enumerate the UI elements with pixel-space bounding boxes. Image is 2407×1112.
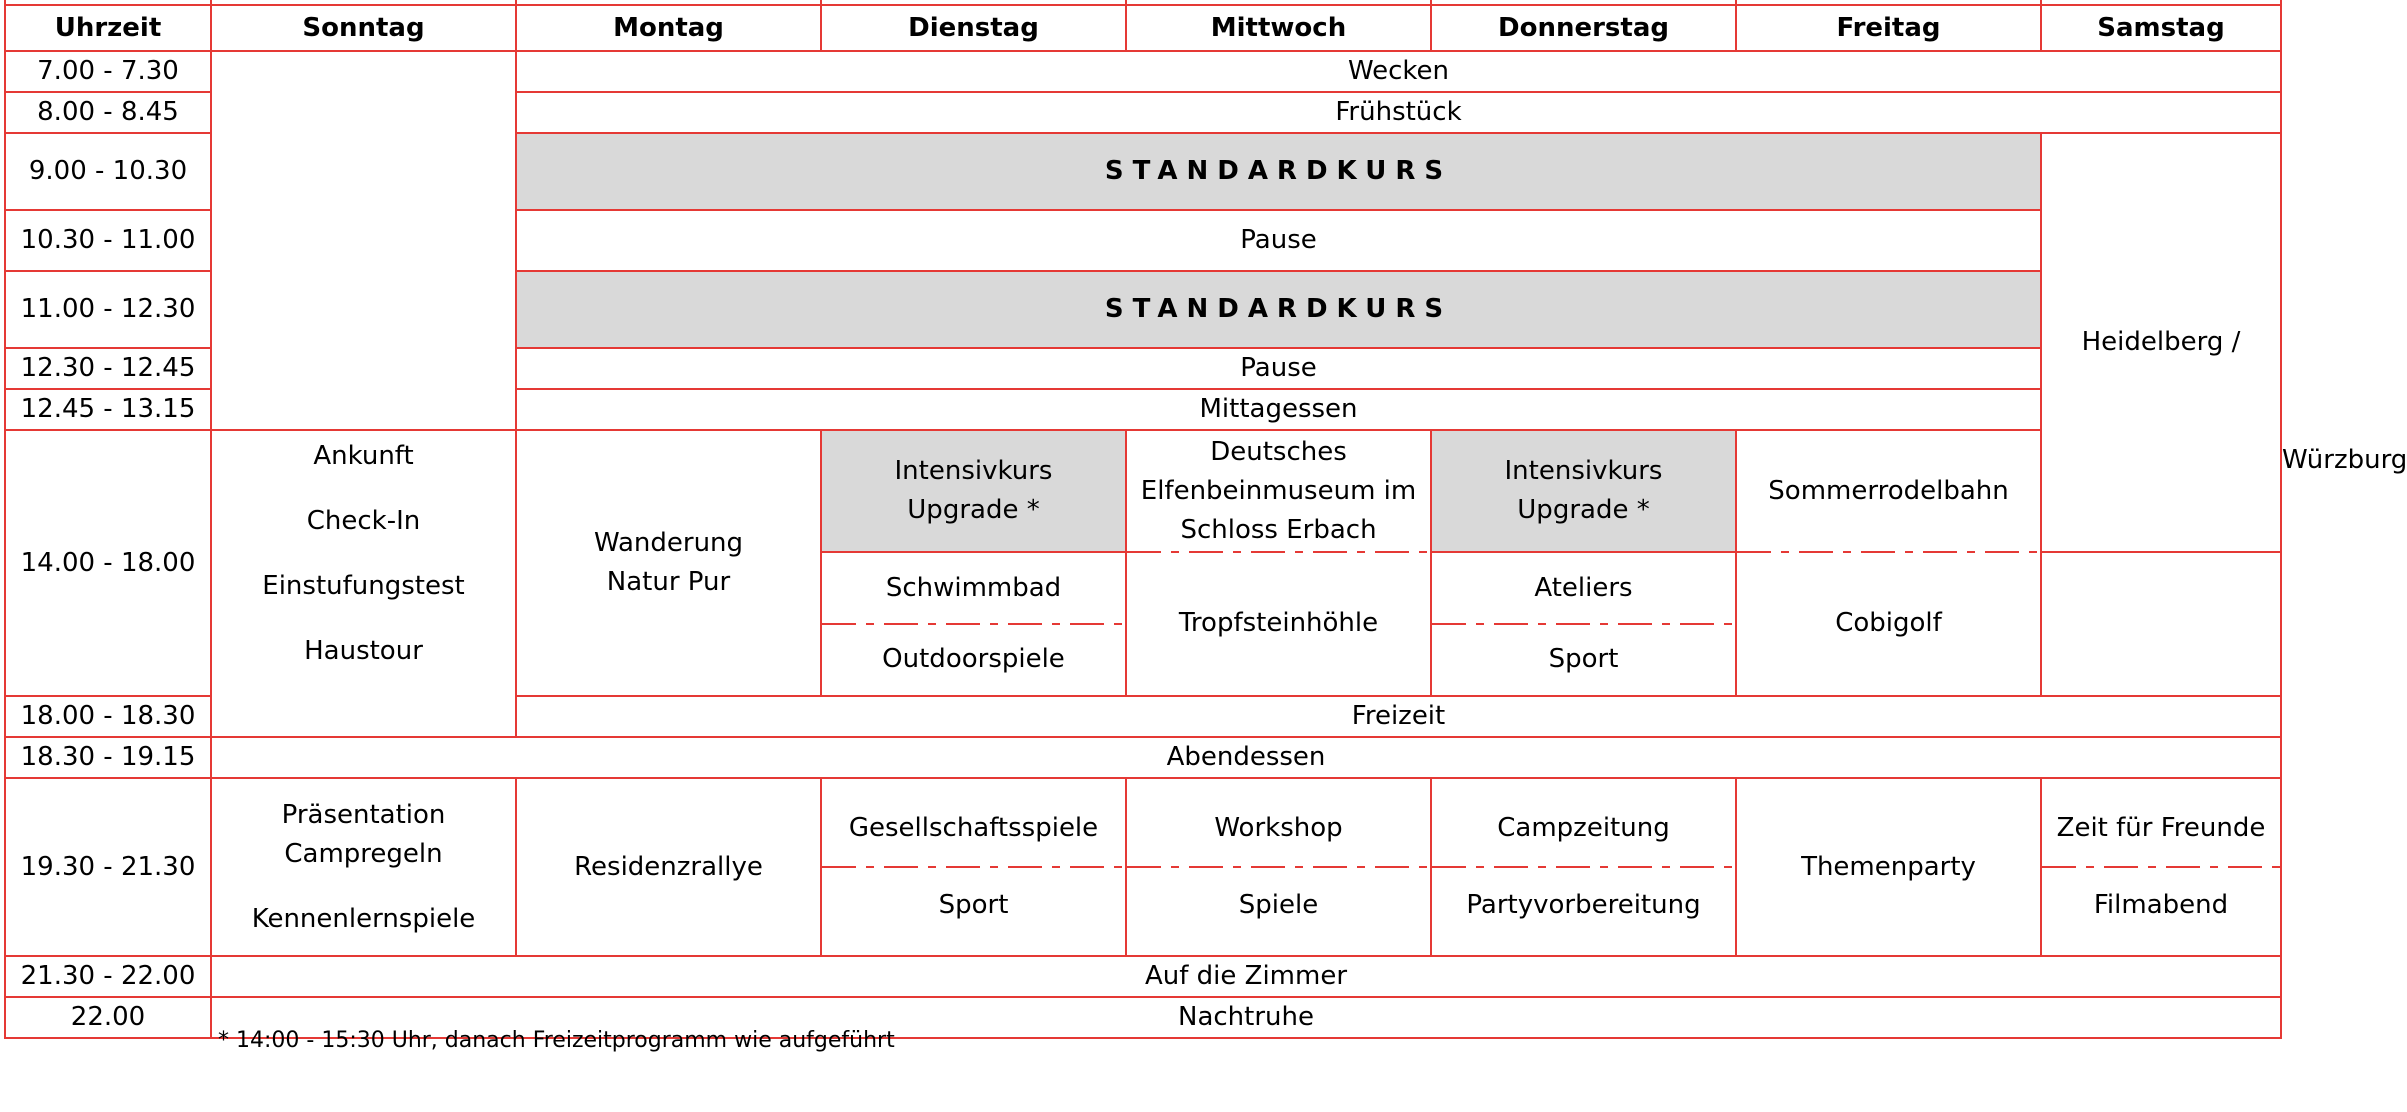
row-abend	[5, 778, 2281, 956]
pause-cell: Pause	[516, 348, 2041, 389]
museum-line2: Elfenbeinmuseum im	[1140, 476, 1417, 506]
sonntag-abend	[211, 778, 516, 956]
upgrade-text: Upgrade *	[1517, 495, 1650, 525]
freitag-cobigolf: Cobigolf	[1736, 552, 2041, 696]
freitag-sommerrodelbahn: Sommerrodelbahn	[1736, 430, 2041, 552]
fruehstueck-cell: Frühstück	[516, 92, 2281, 133]
time-cell: 12.30 - 12.45	[5, 348, 211, 389]
praesentation-text: Präsentation	[281, 799, 446, 830]
spiele-text: Spiele	[1238, 890, 1319, 921]
time-cell: 9.00 - 10.30	[5, 133, 211, 210]
dashdot-divider	[822, 866, 1125, 869]
natur-pur-text: Natur Pur	[606, 567, 731, 597]
intensivkurs-text: Intensivkurs	[894, 456, 1053, 486]
upgrade-text: Upgrade *	[907, 495, 1040, 525]
time-cell: 22.00	[5, 997, 211, 1038]
nachtruhe-cell: Nachtruhe	[211, 997, 2281, 1038]
header-samstag: Samstag	[2041, 5, 2281, 51]
abendessen-cell: Abendessen	[211, 737, 2281, 778]
header-dienstag: Dienstag	[821, 5, 1126, 51]
header-montag: Montag	[516, 5, 821, 51]
haustour-text: Haustour	[304, 636, 423, 666]
row-zimmer	[5, 956, 2281, 997]
row-abendessen	[5, 737, 2281, 778]
museum-line3: Schloss Erbach	[1180, 515, 1377, 545]
workshop-text: Workshop	[1214, 812, 1343, 843]
campzeitung-text: Campzeitung	[1497, 812, 1670, 843]
time-cell: 7.00 - 7.30	[5, 51, 211, 92]
time-cell: 10.30 - 11.00	[5, 210, 211, 271]
samstag-abend	[2041, 778, 2281, 956]
montag-residenzrallye: Residenzrallye	[516, 778, 821, 956]
time-cell: 14.00 - 18.00	[5, 430, 211, 696]
mittagessen-cell: Mittagessen	[516, 389, 2041, 430]
zeit-fuer-freunde-text: Zeit für Freunde	[2056, 812, 2266, 843]
time-cell: 11.00 - 12.30	[5, 271, 211, 348]
wecken-cell: Wecken	[516, 51, 2281, 92]
time-cell: 21.30 - 22.00	[5, 956, 211, 997]
time-cell: 18.00 - 18.30	[5, 696, 211, 737]
time-cell: 8.00 - 8.45	[5, 92, 211, 133]
standardkurs-cell: STANDARDKURS	[516, 133, 2041, 210]
dienstag-outdoorspiele: Outdoorspiele	[821, 624, 1126, 696]
donnerstag-abend	[1431, 778, 1736, 956]
pause-cell: Pause	[516, 210, 2041, 271]
intensivkurs-text: Intensivkurs	[1504, 456, 1663, 486]
mittwoch-tropfsteinhoehle: Tropfsteinhöhle	[1126, 552, 1431, 696]
header-row	[5, 5, 2281, 51]
checkin-text: Check-In	[306, 506, 421, 536]
dashdot-divider	[1127, 866, 1430, 869]
time-cell: 12.45 - 13.15	[5, 389, 211, 430]
sport-text: Sport	[938, 890, 1009, 921]
dashdot-divider	[2042, 866, 2280, 869]
row-wecken	[5, 51, 2281, 92]
donnerstag-sport: Sport	[1431, 624, 1736, 696]
sonntag-ankunft	[211, 430, 516, 737]
wanderung-text: Wanderung	[593, 528, 744, 558]
schedule-table	[4, 0, 2407, 1039]
kennenlernspiele-text: Kennenlernspiele	[251, 903, 476, 934]
samstag-ausflug	[2041, 133, 2281, 552]
dienstag-intensivkurs	[821, 430, 1126, 552]
mittwoch-abend	[1126, 778, 1431, 956]
filmabend-text: Filmabend	[2093, 890, 2229, 921]
donnerstag-intensivkurs	[1431, 430, 1736, 552]
dashdot-divider	[1432, 866, 1735, 869]
mittwoch-museum	[1126, 430, 1431, 552]
sonntag-empty	[211, 51, 516, 430]
standardkurs-cell: STANDARDKURS	[516, 271, 2041, 348]
museum-line1: Deutsches	[1210, 437, 1347, 467]
donnerstag-ateliers: Ateliers	[1431, 552, 1736, 624]
header-sonntag: Sonntag	[211, 5, 516, 51]
header-time: Uhrzeit	[5, 5, 211, 51]
einstufungstest-text: Einstufungstest	[262, 571, 465, 601]
header-donnerstag: Donnerstag	[1431, 5, 1736, 51]
zimmer-cell: Auf die Zimmer	[211, 956, 2281, 997]
dienstag-abend	[821, 778, 1126, 956]
dienstag-schwimmbad: Schwimmbad	[821, 552, 1126, 624]
gesellschaftsspiele-text: Gesellschaftsspiele	[848, 812, 1099, 843]
partyvorbereitung-text: Partyvorbereitung	[1466, 890, 1701, 921]
montag-wanderung	[516, 430, 821, 696]
freizeit-cell: Freizeit	[516, 696, 2281, 737]
header-mittwoch: Mittwoch	[1126, 5, 1431, 51]
wuerzburg-text: Würzburg	[2282, 445, 2407, 475]
ankunft-text: Ankunft	[313, 441, 414, 471]
time-cell: 18.30 - 19.15	[5, 737, 211, 778]
row-nachmittag-1	[5, 430, 2281, 552]
header-freitag: Freitag	[1736, 5, 2041, 51]
heidelberg-text: Heidelberg /	[2081, 327, 2241, 357]
footnote: * 14:00 - 15:30 Uhr, danach Freizeitprogramm wie aufgeführt	[218, 1028, 895, 1053]
time-cell: 19.30 - 21.30	[5, 778, 211, 956]
freitag-themenparty: Themenparty	[1736, 778, 2041, 956]
campregeln-text: Campregeln	[284, 838, 443, 869]
